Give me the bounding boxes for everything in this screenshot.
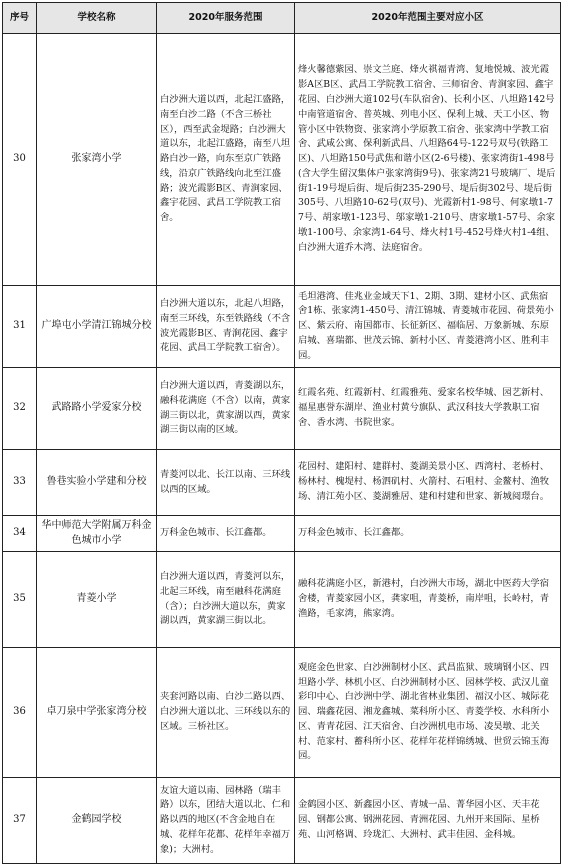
service-scope: 青菱河以北、长江以南、三环线以西的区域。 [157, 450, 295, 516]
table-row [3, 450, 561, 516]
row-number: 30 [3, 34, 37, 286]
school-name: 华中师范大学附属万科金色城市小学 [37, 516, 157, 552]
school-name: 张家湾小学 [37, 34, 157, 286]
covered-communities: 花园村、建阳村、建群村、菱湖美景小区、西湾村、老桥村、杨林村、槐堤村、杨泗矶村、火箭村、石咀村、金鳌村、渔牧场、清江苑小区、菱湖雅居、建和村建和世家、新城阅璟台。 [295, 450, 561, 516]
table-row [3, 34, 561, 286]
row-number: 35 [3, 552, 37, 648]
school-name: 鲁巷实验小学建和分校 [37, 450, 157, 516]
covered-communities: 烽火馨德紫园、崇文兰庭、烽火祺福青湾、复地悦城、波光霞影A区B区、武昌工学院教工宿舍、三师宿舍、青涧家园、鑫宇花园、白沙洲大道102号(车队宿舍)、长利小区、八坦路142号中南管道宿舍、普英城、列电小区、保利上城、天工小区、物管小区中铁物资、张家湾小学原教工宿舍、张家湾中学教工宿舍、武咸公寓、保利新武昌、八坦路64号-122号双号(铁路工区)、八坦路150号武焦和谐小区(2-6号楼)、张家湾街1-498号(含大学生留汉集体户张家湾街9号)、张家湾21号玻璃厂、堤后街1-19号堤后街、堤后街235-290号、堤后街302号、堤后街305号、八坦路10-62号(双号)、光霞新村1-98号、何家墩1-77号、胡家墩1-123号、邬家墩1-210号、唐家墩1-57号、余家墩1-100号、余家湾1-64号、烽火村1号-452号烽火村1-4组、白沙洲大道乔木湾、法庭宿舍。 [295, 34, 561, 286]
table-row [3, 552, 561, 648]
service-scope: 白沙洲大道以西，青菱湖以东，融科花满庭（不含）以南，黄家湖三街以北，黄家湖以西，黄家湖三街以南的区域。 [157, 368, 295, 450]
row-number: 33 [3, 450, 37, 516]
school-name: 青菱小学 [37, 552, 157, 648]
school-name: 金鹤园学校 [37, 778, 157, 864]
table-row [3, 516, 561, 552]
header-no: 序号 [3, 3, 37, 34]
service-scope: 万科金色城市、长江鑫都。 [157, 516, 295, 552]
row-number: 37 [3, 778, 37, 864]
table-row [3, 648, 561, 778]
service-scope: 白沙洲大道以西，北起江盛路，南至白沙二路（不含三桥社区），西至武金堤路；白沙洲大道以东，北起江盛路，南至八坦路白沙一路，向东至京广铁路线，沿京广铁路线向北至江盛路；波光霞影B区、青涧家园、鑫宇花园、武昌工学院教工宿舍。 [157, 34, 295, 286]
covered-communities: 红霞名苑、红霞新村、红霞雅苑、爱家名校华城、园艺新村、福星惠誉东湖岸、渔业村黄兮旗队、武汉科技大学教职工宿舍、香水湾、书院世家。 [295, 368, 561, 450]
service-scope: 白沙洲大道以西，青菱河以东，北起三环线，南至融科花满庭（含）；白沙洲大道以东，黄家湖以西，黄家湖三街以北。 [157, 552, 295, 648]
school-name: 卓刀泉中学张家湾分校 [37, 648, 157, 778]
table-row [3, 368, 561, 450]
row-number: 36 [3, 648, 37, 778]
covered-communities: 毛坦港湾、佳兆业金域天下1、2期、3期、建材小区、武焦宿舍1栋、张家湾1-450号、清江锦城、青菱城市花园、荷景苑小区、紫云府、南国都市、长征新区、福临居、万象新城、东原启城、喜瑞都、世茂云锦、新村小区、青菱港湾小区、胜利丰园。 [295, 286, 561, 368]
service-scope: 夹套河路以南、白沙二路以西、白沙洲大道以北、三环线以东的区域。三桥社区。 [157, 648, 295, 778]
row-number: 31 [3, 286, 37, 368]
covered-communities: 融科花满庭小区，新港村，白沙洲大市场，湖北中医药大学宿舍楼，青菱家园小区，龚家咀，青菱桥，南岸咀，长岭村，青渔路，毛家湾，熊家湾。 [295, 552, 561, 648]
school-name: 武路路小学爱家分校 [37, 368, 157, 450]
school-name: 广埠屯小学清江锦城分校 [37, 286, 157, 368]
table-row [3, 286, 561, 368]
covered-communities: 金鹤园小区、新鑫园小区、青城一品、菁华园小区、天丰花园、钢都公寓、钢洲花园、青洲花园、九州开来国际、星桥苑、山河格调、玲珑汇、大洲村、武丰佳园、金科城。 [295, 778, 561, 864]
table-row [3, 778, 561, 864]
header-scope: 2020年服务范围 [157, 3, 295, 34]
header-school: 学校名称 [37, 3, 157, 34]
row-number: 32 [3, 368, 37, 450]
service-scope: 友谊大道以南、园林路（瑞丰路）以东，团结大道以北、仁和路以西的地区(不含金地自在城、花样年花都、花样年幸福万象)；大洲村。 [157, 778, 295, 864]
service-scope: 白沙洲大道以东，北起八坦路，南至三环线，东至铁路线（不含波光霞影B区、青涧花园、鑫宇花园、武昌工学院教工宿舍）。 [157, 286, 295, 368]
covered-communities: 万科金色城市、长江鑫都。 [295, 516, 561, 552]
row-number: 34 [3, 516, 37, 552]
covered-communities: 观庭金色世家、白沙洲制材小区、武昌监狱、玻璃钢小区、四坦路小学、林机小区、白沙洲制材小区、园林学校、武汉儿童彩印中心、白沙洲中学、湖北省林业集团、福汉小区、城际花园、瑞鑫花园、湘龙鑫城、菜科所小区、青菱学校、水科所小区、青青花园、江天宿舍、白沙洲机电市场、凌昊墩、北关村、范家村、蓄科所小区、花样年花样锦绣城、世贸云锦玉海园。 [295, 648, 561, 778]
header-area: 2020年范围主要对应小区 [295, 3, 561, 34]
header-row [3, 3, 561, 34]
school-district-table [2, 2, 561, 864]
